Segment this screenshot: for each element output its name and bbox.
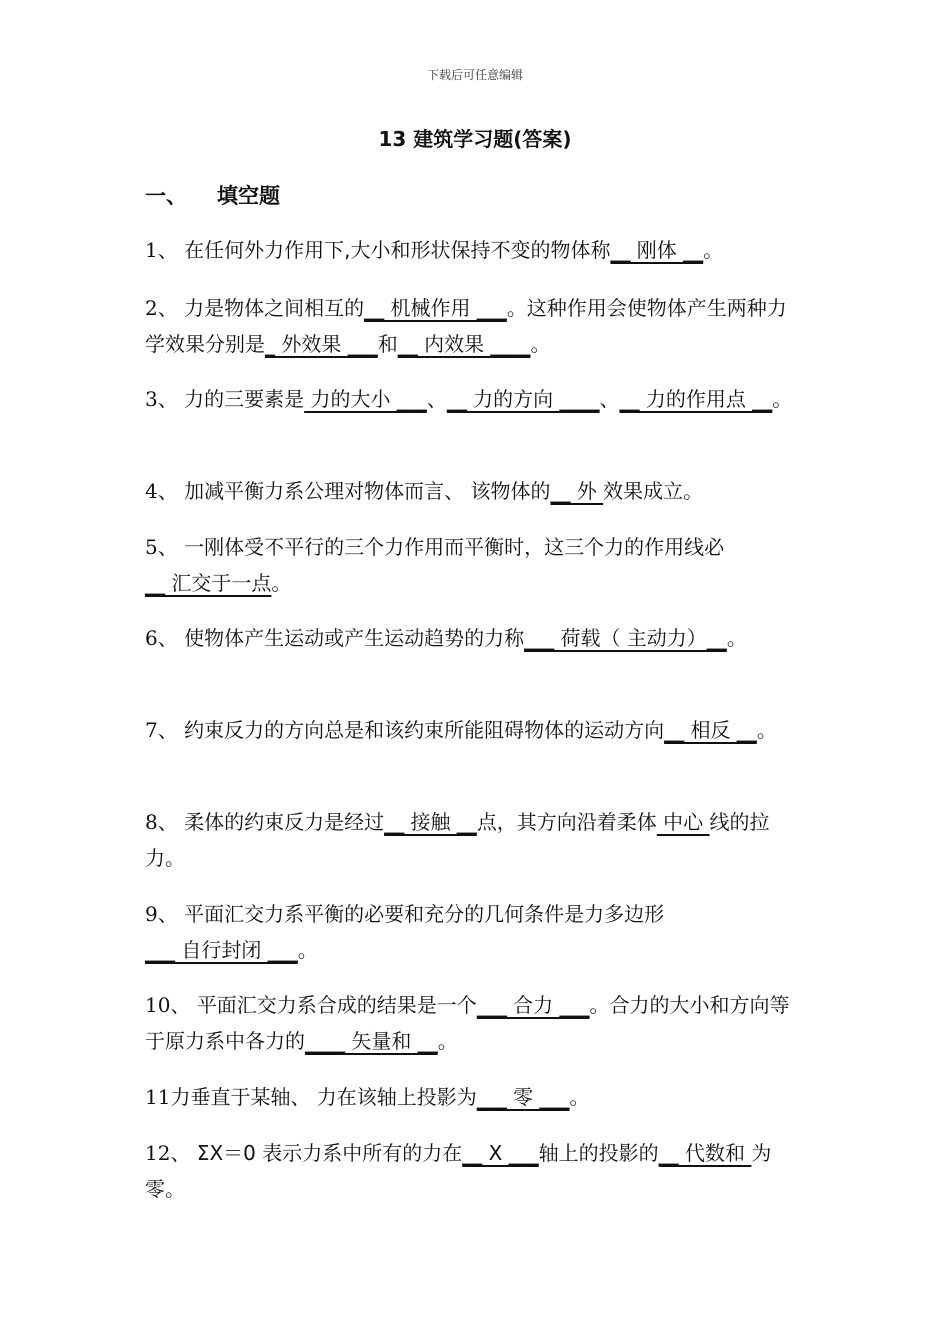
question-number: 4、: [145, 479, 178, 503]
question-1: [145, 232, 805, 268]
question-text: 。合力的大小和方向等于原力系中各力的: [145, 993, 790, 1053]
question-7: [145, 712, 805, 748]
question-number: 3、: [145, 387, 178, 411]
question-12: [145, 1135, 805, 1207]
question-text: 。: [437, 1029, 458, 1053]
answer-blank: ___ 零 ___: [476, 1085, 570, 1109]
question-text: 柔体的约束反力是经过: [184, 810, 385, 834]
question-6: [145, 620, 805, 656]
question-number: 11: [145, 1085, 171, 1109]
question-text: 。: [726, 626, 747, 650]
question-text: 。: [271, 571, 292, 595]
document-title: 13 建筑学习题(答案): [378, 127, 572, 151]
answer-blank: __ 力的作用点 __: [619, 387, 773, 411]
question-text: 。: [772, 387, 793, 411]
question-number: 9、: [145, 902, 178, 926]
question-number: 1、: [145, 238, 178, 262]
question-text: 。: [569, 1085, 590, 1109]
answer-blank: __ 内效果 ____: [397, 332, 531, 356]
answer-blank: __ 机械作用 ___: [364, 296, 507, 320]
section-label: 填空题: [217, 184, 280, 208]
question-4: [145, 473, 805, 509]
answer-blank: __ 代数和: [658, 1141, 752, 1165]
question-number: 8、: [145, 810, 178, 834]
question-text: 平面汇交力系合成的结果是一个: [196, 993, 477, 1017]
question-text: 轴上的投影的: [538, 1141, 659, 1165]
question-number: 6、: [145, 626, 178, 650]
question-text: 加减平衡力系公理对物体而言、 该物体的: [184, 479, 551, 503]
question-text: 使物体产生运动或产生运动趋势的力称: [184, 626, 525, 650]
answer-blank: __ 接触 __: [384, 810, 477, 834]
question-text: 点，其方向沿着柔体: [476, 810, 657, 834]
question-text: 平面汇交力系平衡的必要和充分的几何条件是力多边形: [184, 902, 665, 926]
question-text: 力的三要素是: [184, 387, 305, 411]
question-text: 。: [756, 718, 777, 742]
question-text: 。: [703, 238, 724, 262]
question-text: 、: [426, 387, 447, 411]
answer-blank: __ 外: [550, 479, 604, 503]
question-text: 在任何外力作用下,大小和形状保持不变的物体称: [184, 238, 611, 262]
question-text: 力垂直于某轴、 力在该轴上投影为: [170, 1085, 477, 1109]
question-text: 一刚体受不平行的三个力作用而平衡时，这三个力的作用线必: [184, 535, 725, 559]
question-text: 。: [297, 938, 318, 962]
question-text: ΣX＝0 表示力系中所有的力在: [196, 1141, 463, 1165]
answer-blank: __ 相反 __: [664, 718, 757, 742]
question-5: [145, 529, 805, 601]
question-11: [145, 1079, 805, 1115]
question-number: 2、: [145, 296, 178, 320]
answer-blank: ___ 合力 ___: [476, 993, 590, 1017]
question-9: [145, 896, 805, 968]
answer-blank: ___ 荷载（ 主动力）__: [524, 626, 727, 650]
answer-blank: ____ 矢量和 __: [305, 1029, 438, 1053]
question-10: [145, 987, 805, 1059]
question-number: 7、: [145, 718, 178, 742]
answer-blank: _ 外效果 ___: [265, 332, 378, 356]
question-text: 、: [599, 387, 620, 411]
answer-blank: __ 力的方向 ____: [446, 387, 600, 411]
question-text: 约束反力的方向总是和该约束所能阻碍物体的运动方向: [184, 718, 665, 742]
question-text: 力是物体之间相互的: [184, 296, 365, 320]
answer-blank: 中心: [656, 810, 710, 834]
answer-blank: __ 汇交于一点: [145, 571, 272, 595]
answer-blank: 力的大小 ___: [304, 387, 427, 411]
answer-blank: __ X ___: [462, 1141, 539, 1165]
question-number: 12、: [145, 1141, 191, 1165]
question-text: 线的拉力。: [145, 810, 770, 870]
question-3: [145, 381, 805, 417]
page-header: 下载后可任意编辑: [426, 68, 523, 82]
section-heading: [145, 180, 280, 210]
section-number: 一、: [145, 184, 187, 208]
question-2: [145, 290, 805, 362]
question-text: 和: [377, 332, 398, 356]
question-number: 10、: [145, 993, 191, 1017]
answer-blank: ___ 自行封闭 ___: [145, 938, 298, 962]
answer-blank: __ 刚体 __: [610, 238, 704, 262]
question-text: 。这种作用会使物体产生两种力学效果分别是: [145, 296, 787, 356]
question-text: 为零。: [145, 1141, 772, 1201]
question-text: 效果成立。: [603, 479, 704, 503]
question-8: [145, 804, 805, 876]
question-text: 。: [530, 332, 551, 356]
question-number: 5、: [145, 535, 178, 559]
